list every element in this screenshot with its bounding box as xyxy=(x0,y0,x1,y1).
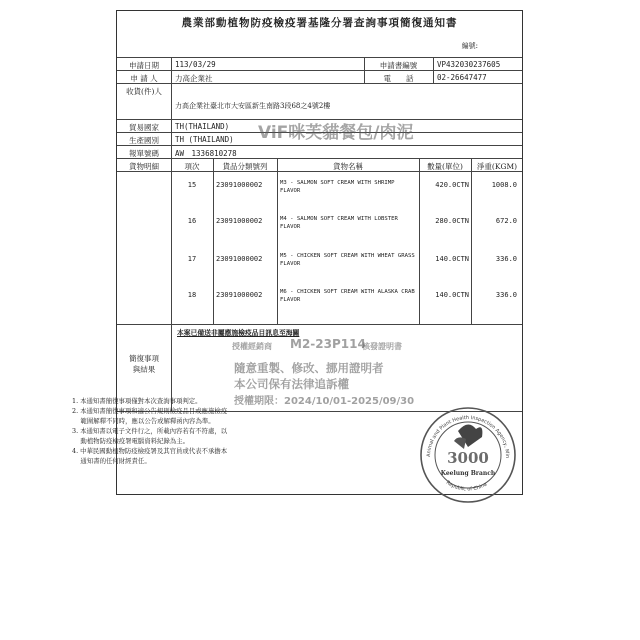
row-qty: 420.0CTN xyxy=(435,181,469,189)
apply-no: VP432030237605 xyxy=(437,60,501,69)
row-weight: 1008.0 xyxy=(491,181,517,189)
row-goods-name: M6 - CHICKEN SOFT CREAM WITH ALASKA CRAB FLAVOR xyxy=(280,289,415,303)
row-goods-name: M5 - CHICKEN SOFT CREAM WITH WHEAT GRASS FLAVOR xyxy=(280,253,415,267)
watermark-warning: 隨意重製、修改、挪用證明者 xyxy=(234,361,384,375)
col-qty: 數量(單位) xyxy=(427,162,463,171)
rule xyxy=(117,324,522,325)
row-goods-name: M4 - SALMON SOFT CREAM WITH LOBSTER FLAVOR xyxy=(280,216,398,230)
row-item: 17 xyxy=(187,255,197,263)
seal-branch: Keelung Branch xyxy=(440,470,496,477)
col-weight: 淨重(KGM) xyxy=(476,162,518,171)
row-code: 23091000002 xyxy=(216,255,263,263)
row-qty: 140.0CTN xyxy=(435,291,469,299)
apply-date-label: 申請日期 xyxy=(129,61,159,70)
seal-ring-bottom: Republic of China xyxy=(444,479,489,493)
watermark-cert-label: 核發證明書 xyxy=(362,342,402,351)
declaration-number: AW 1336810278 xyxy=(175,149,237,158)
result-label-line: 與結果 xyxy=(132,365,156,374)
note-line: 範圍解釋不同時，應以公告或解釋函內容為準。 xyxy=(72,417,215,425)
origin-country: TH (THAILAND) xyxy=(175,135,234,144)
note-line: 通知書的任何財經責任。 xyxy=(72,457,151,465)
official-seal-icon xyxy=(418,405,518,505)
note-line: 4. 中華民國動植物防疫檢疫署及其官員或代表不承擔本 xyxy=(72,447,228,455)
result-label xyxy=(117,353,171,375)
row-weight: 672.0 xyxy=(495,217,517,225)
notes-list xyxy=(72,396,227,466)
divider xyxy=(213,158,214,324)
seal-number: 3000 xyxy=(447,449,489,467)
svg-text:Republic of China xyxy=(445,480,488,493)
declaration-label: 報單號碼 xyxy=(129,149,159,158)
row-item: 18 xyxy=(187,291,197,299)
row-item: 15 xyxy=(187,181,197,189)
row-code: 23091000002 xyxy=(216,291,263,299)
col-code: 貨品分類號列 xyxy=(222,162,268,171)
result-statement: 本案已備送非屬應施檢疫品目訊息至海關 xyxy=(177,329,300,337)
col-name: 貨物名稱 xyxy=(333,162,363,171)
phone-label: 電 話 xyxy=(383,74,414,83)
rule xyxy=(117,70,522,71)
watermark-dealer-label: 授權經銷商 xyxy=(232,342,272,351)
watermark-period: 授權期限：2024/10/01-2025/09/30 xyxy=(234,396,415,407)
recipient-label: 收貨(件)人 xyxy=(126,87,162,96)
row-goods-name: M3 - SALMON SOFT CREAM WITH SHRIMP FLAVOR xyxy=(280,180,395,194)
trade-country: TH(THAILAND) xyxy=(175,122,230,131)
applicant-label: 申 請 人 xyxy=(130,74,158,83)
rule xyxy=(117,57,522,58)
note-line: 2. 本通知書簡復事項和適公告規則檢疫品目或應施檢疫 xyxy=(72,407,228,415)
divider xyxy=(433,57,434,83)
rule xyxy=(117,145,522,146)
row-weight: 336.0 xyxy=(495,255,517,263)
apply-no-label: 申請書編號 xyxy=(379,61,418,70)
divider xyxy=(171,57,172,411)
note-line: 1. 本通知書簡復事項僅對本次查詢事項判定。 xyxy=(72,397,202,405)
row-code: 23091000002 xyxy=(216,181,263,189)
note-line: 3. 本通知書以電子文件行之，所載內容若有不符處，以 xyxy=(72,427,228,435)
row-qty: 280.0CTN xyxy=(435,217,469,225)
document-title: 農業部動植物防疫檢疫署基隆分署查詢事項簡復通知書 xyxy=(181,17,458,29)
watermark-legal: 本公司保有法律追訴權 xyxy=(234,377,349,391)
col-item: 項次 xyxy=(184,162,200,171)
apply-date: 113/03/29 xyxy=(175,60,216,69)
seal-ring-top: Animal and Plant Health Inspection Agency, Min xyxy=(425,414,511,459)
row-weight: 336.0 xyxy=(495,291,517,299)
recipient: 力高企業社臺北市大安區新生南路3段68之4號2樓 xyxy=(175,102,331,110)
applicant: 力高企業社 xyxy=(175,74,213,83)
phone: 02-26647477 xyxy=(437,73,487,82)
origin-label: 生產國別 xyxy=(129,136,159,145)
watermark-dealer-code: M2-23P114 xyxy=(290,337,366,351)
serial-number-label: 編號: xyxy=(461,42,478,50)
result-label-line: 簡復事項 xyxy=(129,354,159,363)
row-qty: 140.0CTN xyxy=(435,255,469,263)
row-item: 16 xyxy=(187,217,197,225)
divider xyxy=(277,158,278,324)
note-line: 動植物防疫檢疫署電腦資料紀錄為主。 xyxy=(72,437,190,445)
product-watermark: ViF咪芙貓餐包/肉泥 xyxy=(258,123,414,143)
row-code: 23091000002 xyxy=(216,217,263,225)
goods-section-label: 貨物明細 xyxy=(129,162,159,171)
trade-country-label: 貿易國家 xyxy=(129,123,159,132)
